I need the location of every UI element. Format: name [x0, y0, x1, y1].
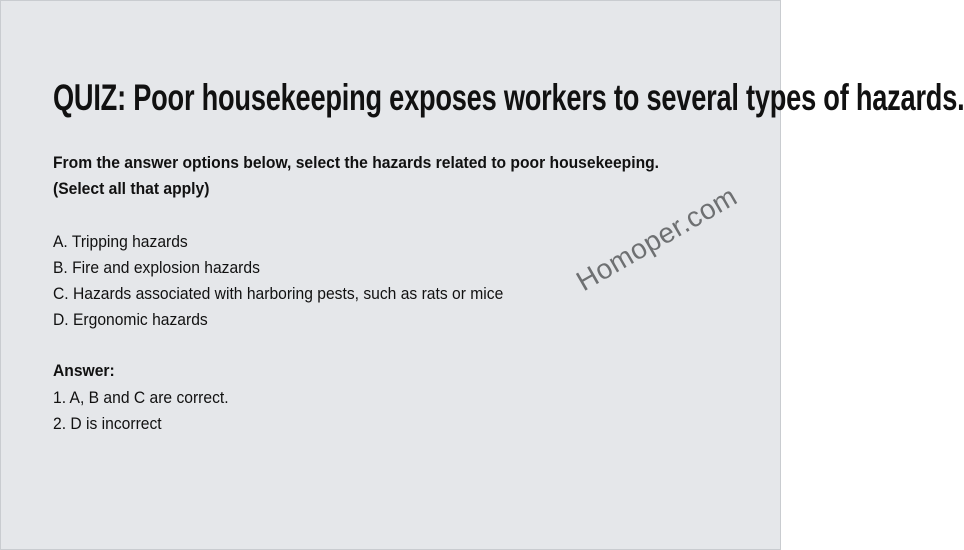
prompt-line-1: From the answer options below, select the hazards related to poor housekeeping.: [53, 153, 660, 172]
option-b: [53, 255, 542, 281]
option-a-text: A. Tripping hazards: [53, 232, 188, 251]
option-c: [53, 281, 542, 307]
option-d: [53, 307, 542, 333]
answer-options: [53, 229, 542, 333]
option-b-text: B. Fire and explosion hazards: [53, 258, 260, 277]
answer-item-1-text: 1. A, B and C are correct.: [53, 388, 229, 407]
watermark: Homoper.com: [571, 180, 743, 297]
answer-heading-text: Answer:: [53, 361, 115, 380]
answer-list: [53, 385, 244, 437]
quiz-prompt: [53, 150, 773, 202]
answer-item-2: [53, 411, 244, 437]
option-c-text: C. Hazards associated with harboring pests, such as rats or mice: [53, 284, 504, 303]
answer-item-1: [53, 385, 244, 411]
answer-heading: [53, 358, 120, 384]
option-a: [53, 229, 542, 255]
prompt-line-2: (Select all that apply): [53, 179, 210, 198]
answer-item-2-text: 2. D is incorrect: [53, 414, 162, 433]
quiz-title: QUIZ: Poor housekeeping exposes workers to several types of hazards.: [53, 77, 964, 118]
option-d-text: D. Ergonomic hazards: [53, 310, 208, 329]
